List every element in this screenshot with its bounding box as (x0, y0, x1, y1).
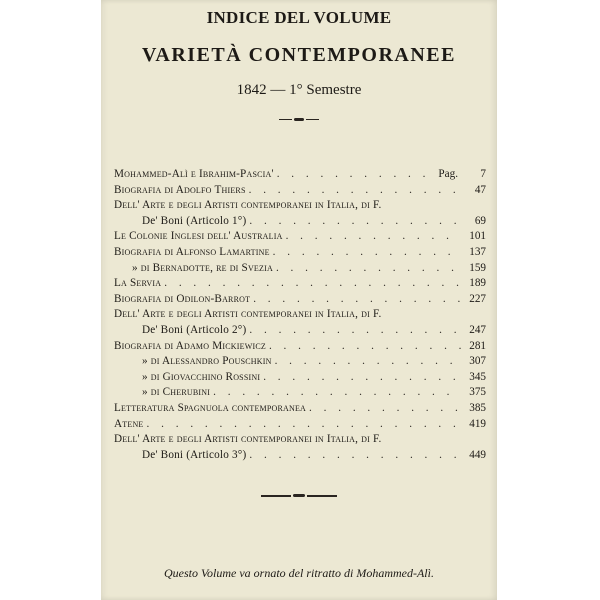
period-label: 1842 — 1° Semestre (236, 82, 362, 98)
toc-entry[interactable] (114, 215, 486, 231)
toc-entry-page: 189 (469, 277, 486, 290)
toc-entry[interactable] (114, 371, 486, 387)
toc-entry-title: Biografia di Odilon-Barrot (114, 292, 251, 305)
toc-entry-title: Biografia di Adolfo Thiers (114, 183, 246, 196)
toc-entry[interactable] (114, 340, 486, 356)
dot-leader (275, 355, 461, 367)
toc-entry[interactable] (114, 324, 486, 340)
dot-leader (147, 418, 461, 430)
toc-entry-title: » di Bernadotte, re di Svezia (132, 261, 273, 274)
toc-entry-page: 101 (469, 230, 486, 243)
toc-entry[interactable] (114, 433, 486, 449)
ornament-divider-top (279, 118, 319, 121)
toc-entry-title: Dell' Arte e degli Artisti contemporanei in Italia, di F. (114, 199, 382, 212)
toc-entry[interactable] (114, 199, 486, 215)
toc-entry[interactable] (114, 230, 486, 246)
dot-leader (253, 293, 461, 305)
toc-entry-title: » di Alessandro Pouschkin (142, 355, 272, 368)
dot-leader (249, 184, 461, 196)
toc-entry[interactable] (114, 418, 486, 434)
toc-entry[interactable] (114, 402, 486, 418)
dot-leader (286, 230, 461, 242)
portrait-note: Questo Volume va ornato del ritratto di Mohammed-Alì. (164, 566, 434, 580)
dot-leader (309, 402, 461, 414)
dot-leader (273, 246, 461, 258)
dot-leader (249, 324, 461, 336)
dot-leader (276, 262, 461, 274)
toc-entry[interactable] (114, 184, 486, 200)
toc-entry-page: 419 (469, 417, 486, 430)
index-heading: INDICE DEL VOLUME (206, 8, 392, 27)
toc-entry-page: 47 (474, 183, 486, 196)
ornament-divider-bottom (256, 494, 342, 497)
toc-entry-page: 247 (469, 323, 486, 336)
toc-entry-title: Mohammed-Alì e Ibrahim-Pascia' (114, 168, 274, 180)
toc-entry-title: De' Boni (Articolo 3°) (142, 448, 247, 461)
toc-entry-page: 137 (469, 245, 486, 258)
toc-entry-title: Letteratura Spagnuola contemporanea (114, 401, 307, 414)
toc-entry[interactable] (114, 386, 486, 402)
dot-leader (249, 449, 461, 461)
dot-leader (263, 371, 461, 383)
toc-entry-page: 385 (469, 401, 486, 414)
toc-entry[interactable] (114, 262, 486, 278)
toc-entry-page: 307 (469, 355, 486, 368)
toc-entry-title: Dell' Arte e degli Artisti contemporanei in Italia, di F. (114, 433, 382, 446)
toc-entry-page: 345 (469, 370, 486, 383)
dot-leader (269, 340, 461, 352)
toc-entry[interactable] (114, 277, 486, 293)
toc-entry-title: De' Boni (Articolo 1°) (142, 214, 247, 227)
toc-entry-page: 375 (469, 386, 486, 399)
dot-leader (213, 386, 461, 398)
toc-entry-title: Dell' Arte e degli Artisti contemporanei in Italia, di F. (114, 308, 382, 321)
toc-entry-page: 69 (474, 214, 486, 227)
toc-entry-title: Biografia di Alfonso Lamartine (114, 245, 270, 258)
page-prefix: Pag. (438, 168, 458, 180)
toc-entry-page: 227 (469, 292, 486, 305)
toc-entry-title: De' Boni (Articolo 2°) (142, 323, 247, 336)
volume-title: VARIETÀ CONTEMPORANEE (142, 44, 456, 66)
toc-entry-page: 159 (469, 261, 486, 274)
toc-entry[interactable] (114, 168, 486, 184)
toc-entry-title: Biografia di Adamo Mickiewicz (114, 339, 266, 352)
toc-entry-page: 7 (480, 168, 486, 180)
toc-entry[interactable] (114, 355, 486, 371)
toc-entry[interactable] (114, 293, 486, 309)
toc-entry-title: La Servia (114, 277, 162, 290)
toc-entry-title: Le Colonie Inglesi dell' Australia (114, 230, 283, 243)
toc-entry-title: » di Giovacchino Rossini (142, 370, 261, 383)
toc-entry-title: » di Cherubini (142, 386, 211, 399)
toc-entry[interactable] (114, 246, 486, 262)
toc-entry-page: 281 (469, 339, 486, 352)
dot-leader (249, 215, 461, 227)
dot-leader (277, 168, 436, 180)
toc-entry-title: Atene (114, 417, 144, 430)
table-of-contents (114, 168, 486, 464)
toc-entry[interactable] (114, 308, 486, 324)
dot-leader (164, 277, 461, 289)
book-page (101, 0, 497, 600)
toc-entry-page: 449 (469, 448, 486, 461)
toc-entry[interactable] (114, 449, 486, 465)
